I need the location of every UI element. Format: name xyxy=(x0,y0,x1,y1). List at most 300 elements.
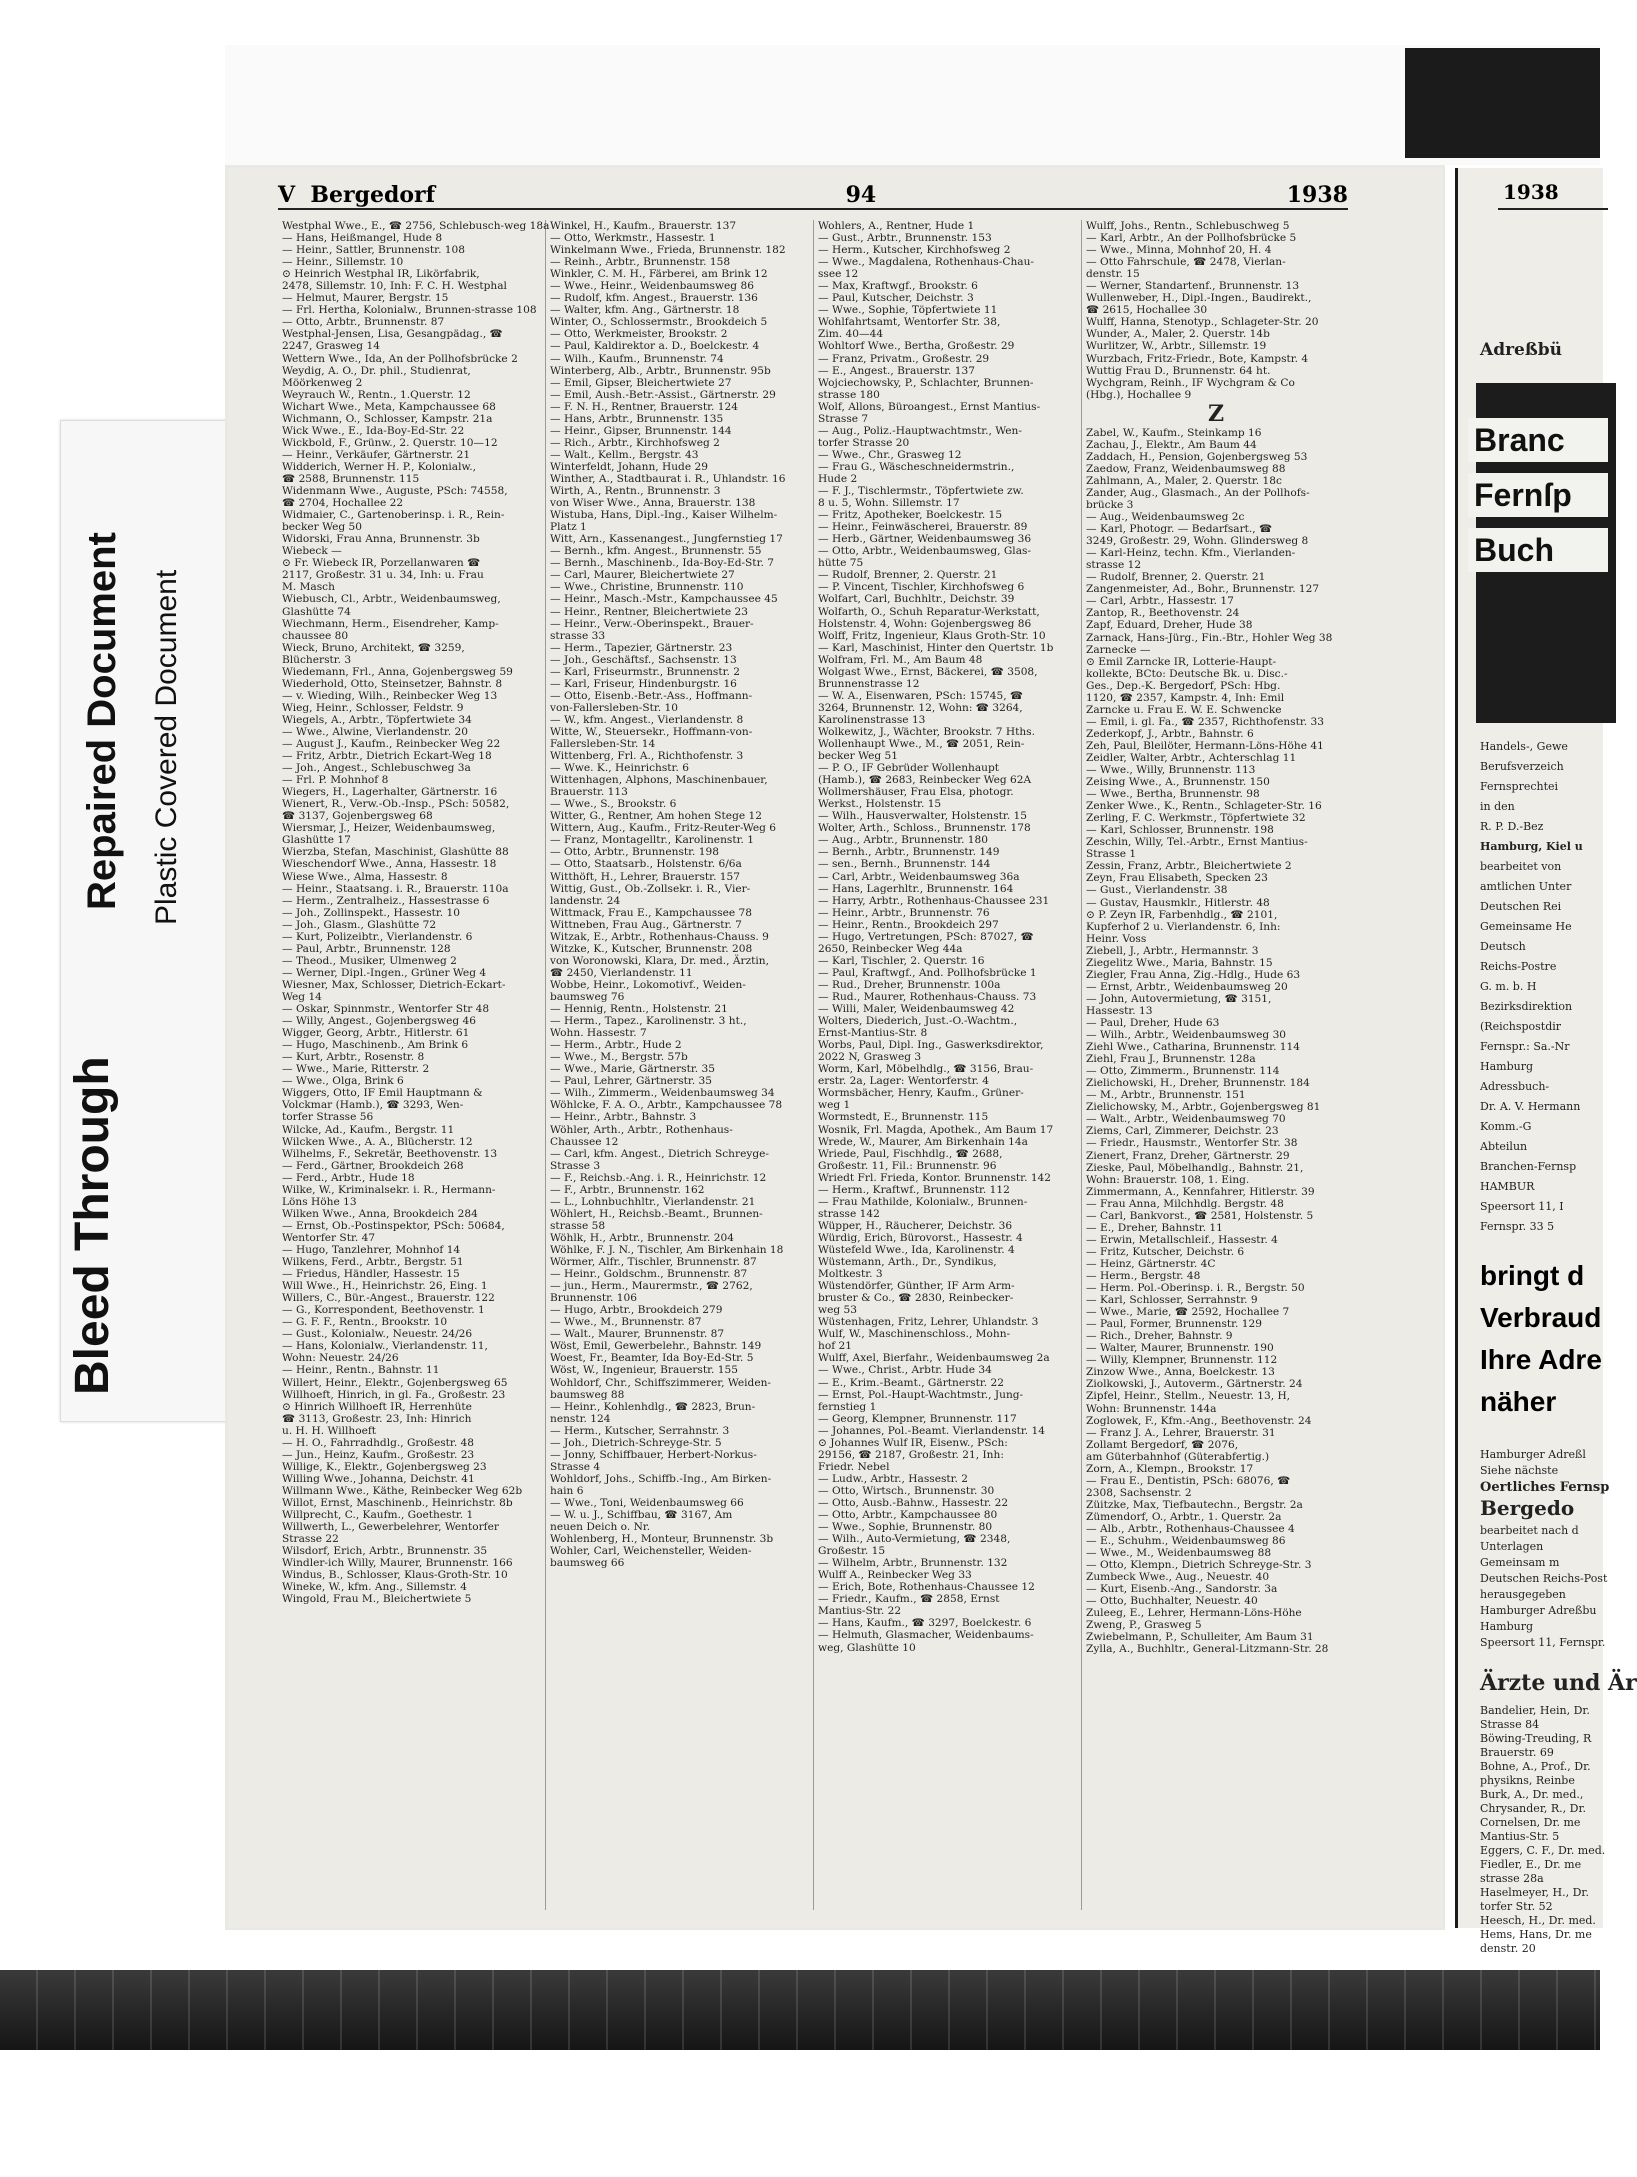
directory-entry: — Aug., Poliz.-Hauptwachtmstr., Wen- xyxy=(818,424,1022,437)
directory-entry: (Hamb.), ☎ 2683, Reinbecker Weg 62A xyxy=(818,774,1032,787)
directory-entry: Zabel, W., Kaufm., Steinkamp 16 xyxy=(1086,426,1262,439)
directory-entry: ☎ 2615, Hochallee 30 xyxy=(1086,304,1208,317)
directory-entry: Mantius-Str. 22 xyxy=(818,1605,902,1618)
directory-entry: Zumbeck Wwe., Aug., Neuestr. 40 xyxy=(1086,1571,1270,1584)
directory-entry: — Herm., Bergstr. 48 xyxy=(1086,1269,1201,1282)
directory-entry: — Bernh., kfm. Angest., Brunnenstr. 55 xyxy=(550,545,762,558)
directory-entry: Wohn: Neuestr. 24/26 xyxy=(282,1352,399,1365)
directory-entry: Wohn. Hassestr. 7 xyxy=(550,1027,647,1040)
directory-entry: — Herm., Kraftwf., Brunnenstr. 112 xyxy=(818,1183,1010,1196)
directory-entry: — Walter, Maurer, Brunnenstr. 190 xyxy=(1086,1342,1274,1355)
directory-entry: — Paul, Dreher, Hude 63 xyxy=(1086,1017,1220,1029)
directory-entry: — Heinr., Rentn., Brookdeich 297 xyxy=(818,918,999,931)
directory-entry: — Ernst, Arbtr., Weidenbaumsweg 20 xyxy=(1086,980,1288,993)
directory-entry: Worm, Karl, Möbelhdlg., ☎ 3156, Brau- xyxy=(818,1063,1034,1076)
directory-entry: Wineke, W., kfm. Ang., Sillemstr. 4 xyxy=(282,1581,468,1594)
directory-entry: Wullenweber, H., Dipl.-Ingen., Baudirekt., xyxy=(1086,292,1312,305)
directory-entry: strasse 12 xyxy=(1086,559,1142,572)
directory-entry: 2650, Reinbecker Weg 44a xyxy=(818,942,963,955)
directory-entry: 2308, Sachsenstr. 2 xyxy=(1086,1486,1192,1499)
adjacent-ad-line: Abteilun xyxy=(1480,1140,1528,1153)
directory-entry: Wiederhold, Otto, Steinsetzer, Bahnstr. 8 xyxy=(282,677,503,690)
directory-entry: Wilkens, Ferd., Arbtr., Bergstr. 51 xyxy=(282,1256,464,1269)
directory-entry: Willert, Heinr., Elektr., Gojenbergsweg 65 xyxy=(282,1376,508,1389)
directory-entry: — Otto, Arbtr., Brunnenstr. 87 xyxy=(282,316,445,329)
directory-entry: — Heinr., Arbtr., Brunnenstr. 76 xyxy=(818,906,990,919)
directory-entry: Woest, Fr., Beamter, Ida Boy-Ed-Str. 5 xyxy=(550,1352,754,1365)
directory-entry: Brunnenstrasse 12 xyxy=(818,677,920,690)
directory-entry: Willprecht, C., Kaufm., Goethestr. 1 xyxy=(282,1509,474,1522)
directory-entry: — Heinr., Arbtr., Bahnstr. 3 xyxy=(550,1111,697,1124)
directory-entry: denstr. 15 xyxy=(1086,268,1140,281)
directory-entry: Wurlitzer, W., Arbtr., Sillemstr. 19 xyxy=(1086,340,1267,353)
directory-entry: Wiersmar, J., Heizer, Weidenbaumsweg, xyxy=(282,822,496,835)
directory-entry: von-Fallersleben-Str. 10 xyxy=(550,701,678,714)
directory-column-4 xyxy=(1082,220,1350,1910)
directory-entry: fernstieg 1 xyxy=(818,1400,877,1413)
directory-entry: — Kurt, Eisenb.-Ang., Sandorstr. 3a xyxy=(1086,1583,1278,1596)
directory-entry: Holstenstr. 4, Wohn: Gojenbergsweg 86 xyxy=(818,617,1032,630)
directory-entry: weg, Glashütte 10 xyxy=(818,1641,916,1654)
directory-entry: Kupferhof 2 u. Vierlandenstr. 6, Inh: xyxy=(1086,920,1281,933)
directory-entry: Wohler, Carl, Weichensteller, Weiden- xyxy=(550,1545,752,1558)
directory-entry: — Franz, Privatm., Großestr. 29 xyxy=(818,352,990,365)
directory-entry: Wohltorf Wwe., Bertha, Großestr. 29 xyxy=(818,340,1015,353)
directory-entry: 3264, Brunnenstr. 12, Wohn: ☎ 3264, xyxy=(818,701,1023,714)
directory-entry: Winkel, H., Kaufm., Brauerstr. 137 xyxy=(550,220,737,232)
directory-entry: ssee 12 xyxy=(818,268,859,281)
directory-entry: Westphal-Jensen, Lisa, Gesangpädag., ☎ xyxy=(282,328,503,341)
directory-entry: Wrede, W., Maurer, Am Birkenhain 14a xyxy=(818,1135,1028,1148)
directory-entry: Widenmann Wwe., Auguste, PSch: 74558, xyxy=(282,485,508,498)
directory-entry: Willige, K., Elektr., Gojenbergsweg 23 xyxy=(282,1460,487,1473)
adjacent-ad-line: Speersort 11, Fernspr. xyxy=(1480,1636,1606,1649)
directory-entry: brücke 3 xyxy=(1086,498,1134,511)
adjacent-ad-line: Branchen-Fernsp xyxy=(1480,1160,1577,1173)
directory-entry: 3249, Großestr. 29, Wohn. Glindersweg 8 xyxy=(1086,535,1309,548)
directory-entry: Wöhlk, H., Arbtr., Brunnenstr. 204 xyxy=(550,1231,734,1244)
adjacent-section-heading: Ärzte und Är xyxy=(1480,1670,1637,1696)
directory-entry: Widorski, Frau Anna, Brunnenstr. 3b xyxy=(282,533,480,546)
directory-entry: Zylla, A., Buchhltr., General-Litzmann-Str. 28 xyxy=(1086,1643,1329,1656)
directory-entry: Strasse 22 xyxy=(282,1533,339,1546)
directory-entry: Wieg, Heinr., Schlosser, Feldstr. 9 xyxy=(282,701,464,714)
directory-entry: Zederkopf, J., Arbtr., Bahnstr. 6 xyxy=(1086,727,1254,740)
directory-entry: — Karl, Tischler, 2. Querstr. 16 xyxy=(818,954,985,967)
directory-entry: Fallersleben-Str. 14 xyxy=(550,738,656,751)
directory-entry: — Joh., Glasm., Glashütte 72 xyxy=(282,918,437,931)
directory-entry: — Erwin, Metallschleif., Hassestr. 4 xyxy=(1086,1233,1278,1246)
directory-entry: Zielichowsky, M., Arbtr., Gojenbergsweg 81 xyxy=(1086,1101,1321,1114)
directory-entry: Wriede, Paul, Fischhdlg., ☎ 2688, xyxy=(818,1147,1003,1160)
directory-entry: — Heinr., Sattler, Brunnenstr. 108 xyxy=(282,244,466,257)
directory-entry: — Otto, Arbtr., Weidenbaumsweg, Glas- xyxy=(818,545,1032,558)
directory-entry: Zantop, R., Beethovenstr. 24 xyxy=(1086,607,1240,620)
directory-entry: Wilsdorf, Erich, Arbtr., Brunnenstr. 35 xyxy=(282,1545,488,1558)
directory-entry: — Friedr., Hausmstr., Wentorfer Str. 38 xyxy=(1086,1137,1298,1150)
scan-background xyxy=(225,45,1600,165)
directory-entry: — Walt., Arbtr., Weidenbaumsweg 70 xyxy=(1086,1113,1286,1126)
adjacent-ad-line: R. P. D.-Bez xyxy=(1480,820,1544,833)
directory-entry: — Carl, Bankvorst., ☎ 2581, Holstenstr. 5 xyxy=(1086,1209,1314,1222)
adjacent-entry: Strasse 84 xyxy=(1480,1718,1540,1731)
directory-entry: — Rudolf, Brenner, 2. Querstr. 21 xyxy=(1086,571,1266,584)
directory-entry: strasse 180 xyxy=(818,388,880,401)
directory-entry: Ziehl, Frau J., Brunnenstr. 128a xyxy=(1086,1053,1256,1066)
directory-entry: Ges., Dep.-K. Bergedorf, PSch: Hbg. xyxy=(1086,679,1281,692)
directory-entry: — Wwe., M., Weidenbaumsweg 88 xyxy=(1086,1547,1272,1560)
directory-entry: u. H. H. Willhoeft xyxy=(282,1424,377,1437)
directory-entry: — L., Lohnbuchhltr., Vierlandenstr. 21 xyxy=(550,1195,756,1208)
directory-entry: — Wwe., Bertha, Brunnenstr. 98 xyxy=(1086,788,1260,801)
directory-entry: — Paul, Kraftwgf., And. Pollhofsbrücke 1 xyxy=(818,966,1037,979)
directory-entry: — Ludw., Arbtr., Hassestr. 2 xyxy=(818,1472,969,1485)
directory-entry: Wöhlke, F. J. N., Tischler, Am Birkenhain 18 xyxy=(550,1243,784,1256)
adjacent-ad-line: (Reichspostdir xyxy=(1480,1020,1562,1033)
directory-entry: — Otto, Arbtr., Brunnenstr. 198 xyxy=(550,846,719,859)
adjacent-ad-headline: Ihre Adre xyxy=(1480,1344,1602,1375)
directory-entry: chaussee 80 xyxy=(282,629,349,642)
directory-entry: hain 6 xyxy=(550,1484,584,1497)
directory-entry: Winkler, C. M. H., Färberei, am Brink 12 xyxy=(550,268,768,281)
directory-entry: — E., Krim.-Beamt., Gärtnerstr. 22 xyxy=(818,1376,1004,1389)
directory-entry: — Jun., Heinz, Kaufm., Großestr. 23 xyxy=(282,1448,475,1461)
directory-entry: von Woronowski, Klara, Dr. med., Ärztin, xyxy=(550,954,769,967)
directory-entry: — Harry, Arbtr., Rothenhaus-Chaussee 231 xyxy=(818,894,1050,907)
adjacent-entry: Eggers, C. F., Dr. med. xyxy=(1480,1844,1606,1857)
directory-entry: — Rud., Maurer, Rothenhaus-Chauss. 73 xyxy=(818,991,1037,1003)
adjacent-ad-headline: näher xyxy=(1480,1386,1557,1417)
directory-entry: Zangenmeister, Ad., Bohr., Brunnenstr. 127 xyxy=(1086,583,1320,596)
directory-entry: Wittneben, Frau Aug., Gärtnerstr. 7 xyxy=(550,918,742,931)
directory-entry: Brauerstr. 113 xyxy=(550,786,628,799)
directory-entry: Wittenberg, Frl. A., Richthofenstr. 3 xyxy=(550,750,744,763)
directory-entry: Würdig, Erich, Bürovorst., Hassestr. 4 xyxy=(818,1231,1023,1244)
directory-entry: Wiegels, A., Arbtr., Töpfertwiete 34 xyxy=(282,713,472,726)
directory-entry: — Otto, Werkmeister, Brookstr. 2 xyxy=(550,328,728,341)
directory-entry: strasse 142 xyxy=(818,1207,880,1220)
directory-entry: Blücherstr. 3 xyxy=(282,653,352,666)
directory-entry: baumsweg 88 xyxy=(550,1388,625,1401)
directory-entry: Wolkewitz, J., Wächter, Brookstr. 7 Hths. xyxy=(818,725,1035,738)
adjacent-ad-line: Deutsch xyxy=(1480,940,1526,953)
directory-entry: Wolgast Wwe., Ernst, Bäckerei, ☎ 3508, xyxy=(818,665,1038,678)
directory-entry: — Reinh., Arbtr., Brunnenstr. 158 xyxy=(550,256,731,269)
section-letter: Z xyxy=(1207,400,1225,427)
directory-entry: Wohlfahrtsamt, Wentorfer Str. 38, xyxy=(818,316,1001,329)
directory-entry: — Heinr., Staatsang. i. R., Brauerstr. 110a xyxy=(282,882,509,895)
adjacent-ad-line: Oertliches Fernsp xyxy=(1480,1480,1610,1495)
directory-entry: — Jonny, Schiffbauer, Herbert-Norkus- xyxy=(550,1448,757,1461)
directory-entry: — Wwe., Olga, Brink 6 xyxy=(282,1075,404,1088)
directory-entry: M. Masch xyxy=(282,581,335,594)
directory-entry: ⊙ Hinrich Willhoeft IR, Herrenhüte xyxy=(282,1400,472,1413)
directory-entry: Wistuba, Hans, Dipl.-Ing., Kaiser Wilhelm- xyxy=(550,509,778,522)
adjacent-entry: denstr. 20 xyxy=(1480,1942,1536,1955)
directory-entry: — Wwe., M., Brunnenstr. 87 xyxy=(550,1316,702,1329)
directory-entry: Wohldorf, Johs., Schiffb.-Ing., Am Birken- xyxy=(550,1472,772,1485)
directory-entry: (Hbg.), Hochallee 9 xyxy=(1086,388,1192,401)
directory-entry: Wirth, A., Rentn., Brunnenstr. 3 xyxy=(550,485,721,498)
directory-entry: Wiechmann, Herm., Eisendreher, Kamp- xyxy=(282,617,499,630)
directory-entry: ⊙ P. Zeyn IR, Farbenhdlg., ☎ 2101, xyxy=(1086,908,1278,921)
directory-entry: — Heinr., Verw.-Oberinspekt., Brauer- xyxy=(550,617,754,630)
adjacent-entry: Bohne, A., Prof., Dr. xyxy=(1480,1760,1591,1773)
directory-entry: baumsweg 76 xyxy=(550,991,625,1003)
directory-entry: 29156, ☎ 2187, Großestr. 21, Inh: xyxy=(818,1448,1004,1461)
directory-entry: — Wwe., Marie, Gärtnerstr. 35 xyxy=(550,1063,715,1076)
directory-entry: — Karl, Arbtr., An der Pollhofsbrücke 5 xyxy=(1086,232,1297,245)
directory-entry: neuen Deich o. Nr. xyxy=(550,1521,651,1534)
directory-entry: — Karl, Photogr. — Bedarfsart., ☎ xyxy=(1086,523,1273,536)
adjacent-entry: Cornelsen, Dr. me xyxy=(1480,1816,1581,1829)
directory-entry: — Franz, Montagelltr., Karolinenstr. 1 xyxy=(550,834,754,847)
directory-entry: Witzke, K., Kutscher, Brunnenstr. 208 xyxy=(550,942,753,955)
directory-entry: — Fritz, Apotheker, Boelckestr. 15 xyxy=(818,509,1003,522)
directory-entry: — F., Arbtr., Brunnenstr. 162 xyxy=(550,1183,705,1196)
directory-entry: Großestr. 15 xyxy=(818,1545,886,1558)
directory-entry: Wohldorf, Chr., Schiffszimmerer, Weiden- xyxy=(550,1376,771,1389)
directory-entry: Willhoeft, Hinrich, in gl. Fa., Großestr. 23 xyxy=(282,1388,506,1401)
directory-entry: — F. J., Tischlermstr., Töpfertwiete zw. xyxy=(818,485,1024,498)
directory-entry: ☎ 2704, Hochallee 22 xyxy=(282,497,404,510)
directory-entry: — Hugo, Arbtr., Brookdeich 279 xyxy=(550,1304,723,1317)
directory-entry: nenstr. 124 xyxy=(550,1412,611,1425)
directory-entry: — Rudolf, kfm. Angest., Brauerstr. 136 xyxy=(550,292,758,305)
directory-entry: — Otto, Zimmerm., Brunnenstr. 114 xyxy=(1086,1065,1280,1078)
directory-entry: — Otto, Werkmstr., Hassestr. 1 xyxy=(550,232,716,245)
directory-entry: — Rudolf, Brenner, 2. Querstr. 21 xyxy=(818,569,998,582)
directory-entry: Wuttig Frau D., Brunnenstr. 64 ht. xyxy=(1086,364,1271,377)
directory-entry: — Hans, Kaufm., ☎ 3297, Boelckestr. 6 xyxy=(818,1617,1032,1630)
directory-entry: ⊙ Johannes Wulf IR, Eisenw., PSch: xyxy=(818,1436,1008,1449)
directory-entry: Wittenhagen, Alphons, Maschinenbauer, xyxy=(550,774,768,787)
directory-entry: — F., Reichsb.-Ang. i. R., Heinrichstr. 12 xyxy=(550,1171,767,1184)
directory-entry: Willers, C., Bür.-Angest., Brauerstr. 122 xyxy=(282,1292,495,1305)
directory-entry: Ernst-Mantius-Str. 8 xyxy=(818,1027,928,1040)
directory-entry: — Wilh., Kaufm., Brunnenstr. 74 xyxy=(550,352,724,365)
directory-entry: — Paul, Kaldirektor a. D., Boelckestr. 4 xyxy=(550,340,760,353)
directory-entry: — Herb., Gärtner, Weidenbaumsweg 36 xyxy=(818,533,1032,546)
directory-entry: Wöst, W., Ingenieur, Brauerstr. 155 xyxy=(550,1364,738,1377)
directory-entry: — Wwe., Chr., Grasweg 12 xyxy=(818,448,962,461)
adjacent-ad-line: Hamburg xyxy=(1480,1060,1534,1073)
adjacent-ad-line: Fernspr.: Sa.-Nr xyxy=(1480,1040,1570,1053)
directory-entry: — Heinr., Sillemstr. 10 xyxy=(282,256,404,269)
ad-title: Adreßbü xyxy=(1480,340,1563,360)
directory-entry: Zweng, P., Grasweg 5 xyxy=(1086,1619,1202,1632)
directory-entry: Volckmar (Hamb.), ☎ 3293, Wen- xyxy=(282,1099,464,1112)
directory-entry: Zeh, Paul, Bleilöter, Hermann-Löns-Höhe 41 xyxy=(1086,739,1324,752)
adjacent-ad-line: Berufsverzeich xyxy=(1480,760,1564,773)
directory-entry: — Carl, Arbtr., Hassestr. 17 xyxy=(1086,595,1234,608)
adjacent-ad-line: Gemeinsam m xyxy=(1480,1556,1560,1569)
directory-entry: Wulff, Hanna, Stenotyp., Schlageter-Str. 20 xyxy=(1086,316,1319,329)
adjacent-page-rule xyxy=(1498,208,1608,210)
directory-entry: — Emil, i. gl. Fa., ☎ 2357, Richthofenstr. 33 xyxy=(1086,715,1324,728)
directory-entry: — M., Arbtr., Brunnenstr. 151 xyxy=(1086,1089,1246,1102)
adjacent-ad-line: Hamburger Adreßl xyxy=(1480,1448,1586,1461)
directory-entry: 2022 N, Grasweg 3 xyxy=(818,1051,922,1064)
ad-word-1: Branc xyxy=(1468,418,1608,462)
directory-entry: — Emil, Aush.-Betr.-Assist., Gärtnerstr. 29 xyxy=(550,388,776,401)
directory-entry: Zim. 40—44 xyxy=(818,328,884,341)
directory-entry: Platz 1 xyxy=(550,521,587,534)
directory-entry: — Wwe., Magdalena, Rothenhaus-Chau- xyxy=(818,256,1035,269)
directory-entry: — Otto, Arbtr., Kampchaussee 80 xyxy=(818,1509,998,1522)
directory-entry: — E., Angest., Brauerstr. 137 xyxy=(818,364,975,377)
directory-entry: — Wilh., Hausverwalter, Holstenstr. 15 xyxy=(818,810,1028,823)
directory-entry: — Fritz, Arbtr., Dietrich Eckart-Weg 18 xyxy=(282,750,492,763)
directory-entry: Worbs, Paul, Dipl. Ing., Gaswerksdirektor, xyxy=(818,1039,1044,1052)
directory-entry: Hude 2 xyxy=(818,472,858,485)
header-left xyxy=(278,182,435,208)
directory-entry: — P. O., IF Gebrüder Wollenhaupt xyxy=(818,762,1000,775)
directory-entry: Zarncke u. Frau E. W. E. Schwencke xyxy=(1086,703,1282,716)
directory-entry: Brunnenstr. 106 xyxy=(550,1292,637,1305)
directory-entry: — Karl-Heinz, techn. Kfm., Vierlanden- xyxy=(1086,547,1296,560)
directory-entry: — Hugo, Maschinenb., Am Brink 6 xyxy=(282,1039,469,1052)
directory-entry: — Werner, Standartenf., Brunnenstr. 13 xyxy=(1086,280,1300,293)
adjacent-entry: Heesch, H., Dr. med. xyxy=(1480,1914,1596,1927)
directory-entry: — Helmuth, Glasmacher, Weidenbaums- xyxy=(818,1629,1034,1642)
directory-entry: — Carl, kfm. Angest., Dietrich Schreyge- xyxy=(550,1147,769,1160)
directory-entry: Wilke, W., Kriminalsekr. i. R., Hermann- xyxy=(282,1183,496,1196)
directory-entry: — G., Korrespondent, Beethovenstr. 1 xyxy=(282,1304,485,1317)
directory-entry: — Karl, Friseurmstr., Brunnenstr. 2 xyxy=(550,665,740,678)
adjacent-ad-line: HAMBUR xyxy=(1480,1180,1535,1193)
page-header xyxy=(278,168,1348,210)
directory-entry: — Karl, Schlosser, Brunnenstr. 198 xyxy=(1086,824,1274,837)
directory-entry: Westphal Wwe., E., ☎ 2756, Schlebusch-weg 18a xyxy=(282,220,550,232)
directory-entry: Löns Höhe 13 xyxy=(282,1195,357,1208)
page-year: 1938 xyxy=(1286,182,1348,208)
adjacent-ad-line: bearbeitet von xyxy=(1480,860,1562,873)
directory-entry: Zaddach, H., Pension, Gojenbergsweg 53 xyxy=(1086,450,1308,463)
directory-entry: Wilhelms, F., Sekretär, Beethovenstr. 13 xyxy=(282,1147,498,1160)
directory-entry: Wüstenhagen, Fritz, Lehrer, Uhlandstr. 3 xyxy=(818,1316,1039,1329)
directory-entry: — Wwe., S., Brookstr. 6 xyxy=(550,798,677,811)
directory-entry: Wilcke, Ad., Kaufm., Bergstr. 11 xyxy=(282,1123,455,1136)
directory-entry: Wüstendörfer, Günther, IF Arm Arm- xyxy=(818,1280,1015,1293)
directory-entry: Willwerth, L., Gewerbelehrer, Wentorfer xyxy=(282,1521,499,1534)
directory-entry: Wichart Wwe., Meta, Kampchaussee 68 xyxy=(282,400,496,413)
directory-entry: Winkelmann Wwe., Frieda, Brunnenstr. 182 xyxy=(550,244,786,257)
directory-entry: — Helmut, Maurer, Bergstr. 15 xyxy=(282,292,449,305)
directory-entry: — Wwe., Marie, Ritterstr. 2 xyxy=(282,1063,430,1076)
directory-entry: Wigger, Georg, Arbtr., Hitlerstr. 61 xyxy=(282,1027,470,1040)
directory-entry: Zipfel, Heinr., Stellm., Neuestr. 13, H, xyxy=(1086,1390,1291,1403)
directory-entry: Wieschendorf Wwe., Anna, Hassestr. 18 xyxy=(282,858,497,871)
directory-entry: ☎ 2588, Brunnenstr. 115 xyxy=(282,472,420,485)
directory-entry: Wilken Wwe., Anna, Brookdeich 284 xyxy=(282,1207,478,1220)
directory-entry: — Otto, Staatsarb., Holstenstr. 6/6a xyxy=(550,858,742,871)
directory-column-3 xyxy=(814,220,1082,1910)
directory-entry: — August J., Kaufm., Reinbecker Weg 22 xyxy=(282,738,501,751)
adjacent-ad-headline: bringt d xyxy=(1480,1260,1585,1291)
directory-entry: — Franz J. A., Lehrer, Brauerstr. 31 xyxy=(1086,1426,1276,1439)
directory-entry: — Otto, Eisenb.-Betr.-Ass., Hoffmann- xyxy=(550,689,753,702)
directory-entry: — Carl, Maurer, Bleichertwiete 27 xyxy=(550,569,735,582)
directory-entry: — Wwe., Minna, Mohnhof 20, H. 4 xyxy=(1086,244,1272,257)
directory-entry: Zeising Wwe., A., Brunnenstr. 150 xyxy=(1086,776,1270,789)
directory-entry: Karolinenstrasse 13 xyxy=(818,713,926,726)
directory-entry: erstr. 2a, Lager: Wentorferstr. 4 xyxy=(818,1075,989,1088)
directory-entry: Wiebusch, Cl., Arbtr., Weidenbaumsweg, xyxy=(282,593,501,606)
directory-entry: — Karl, Maschinist, Hinter den Quertstr. 1b xyxy=(818,641,1054,654)
directory-entry: baumsweg 66 xyxy=(550,1557,625,1570)
directory-entry: Wick Wwe., E., Ida-Boy-Ed-Str. 22 xyxy=(282,424,465,437)
directory-entry: — Heinz, Gärtnerstr. 4C xyxy=(1086,1257,1216,1270)
directory-entry: Chaussee 12 xyxy=(550,1135,619,1148)
directory-entry: — Wwe. K., Heinrichstr. 6 xyxy=(550,762,689,775)
directory-entry: Willing Wwe., Johanna, Deichstr. 41 xyxy=(282,1472,475,1485)
directory-entry: Zielichowski, H., Dreher, Brunnenstr. 184 xyxy=(1086,1077,1310,1090)
adjacent-ad-line: Hamburg, Kiel u xyxy=(1480,840,1583,853)
directory-entry: Wiegers, H., Lagerhalter, Gärtnerstr. 16 xyxy=(282,786,498,799)
directory-entry: Winther, A., Stadtbaurat i. R., Uhlandstr. 16 xyxy=(550,472,786,485)
adjacent-ad-line: Adressbuch- xyxy=(1480,1080,1550,1093)
directory-entry: Wingold, Frau M., Bleichertwiete 5 xyxy=(282,1593,472,1606)
adjacent-ad-headline: Verbraud xyxy=(1480,1302,1602,1333)
directory-entry: Wittern, Aug., Kaufm., Fritz-Reuter-Weg 6 xyxy=(550,822,777,835)
directory-entry: — Gust., Vierlandenstr. 38 xyxy=(1086,884,1228,897)
adjacent-entry: torfer Str. 52 xyxy=(1480,1900,1553,1913)
directory-entry: Zeyn, Frau Elisabeth, Specken 23 xyxy=(1086,872,1268,885)
directory-entry: Windler-ich Willy, Maurer, Brunnenstr. 166 xyxy=(282,1557,513,1570)
directory-entry: — Wwe., Toni, Weidenbaumsweg 66 xyxy=(550,1496,744,1509)
directory-entry: Zapf, Eduard, Dreher, Hude 38 xyxy=(1086,619,1253,632)
repaired-document-label: Repaired Document xyxy=(80,532,124,910)
directory-entry: — Walt., Maurer, Brunnenstr. 87 xyxy=(550,1328,725,1341)
directory-entry: Wiebeck — xyxy=(282,545,342,558)
directory-entry: Windus, B., Schlosser, Klaus-Groth-Str. 10 xyxy=(282,1569,508,1582)
directory-entry: Wychgram, Reinh., IF Wychgram & Co xyxy=(1086,376,1295,389)
adjacent-entry: Mantius-Str. 5 xyxy=(1480,1830,1560,1843)
directory-entry: — W., kfm. Angest., Vierlandenstr. 8 xyxy=(550,713,744,726)
directory-entry: — Paul, Lehrer, Gärtnerstr. 35 xyxy=(550,1075,713,1088)
directory-entry: — H. O., Fahrradhdlg., Großestr. 48 xyxy=(282,1436,475,1449)
adjacent-ad-line: Komm.-G xyxy=(1480,1120,1532,1133)
directory-entry: — Paul, Kutscher, Deichstr. 3 xyxy=(818,292,974,305)
directory-entry: — Herm., Tapezier, Gärtnerstr. 23 xyxy=(550,641,733,654)
adjacent-page xyxy=(1455,168,1637,1955)
directory-entry: Willot, Ernst, Maschinenb., Heinrichstr. 8b xyxy=(282,1496,513,1509)
directory-entry: — John, Autovermietung, ☎ 3151, xyxy=(1086,992,1272,1005)
directory-entry: — Willy, Klempner, Brunnenstr. 112 xyxy=(1086,1354,1278,1367)
directory-entry: Witt, Arn., Kassenangest., Jungfernstieg 17 xyxy=(550,533,783,546)
directory-entry: — Theod., Musiker, Ulmenweg 2 xyxy=(282,954,457,967)
directory-entry: — Erich, Bote, Rothenhaus-Chaussee 12 xyxy=(818,1581,1035,1594)
directory-entry: — Otto, Wirtsch., Brunnenstr. 30 xyxy=(818,1484,995,1497)
section-marker: V xyxy=(278,182,296,208)
directory-entry: Winterberg, Alb., Arbtr., Brunnenstr. 95b xyxy=(550,364,771,377)
adjacent-ad-line: Hamburg xyxy=(1480,1620,1534,1633)
adjacent-ad-line: bearbeitet nach d xyxy=(1480,1524,1579,1537)
directory-entry: — Otto, Ausb.-Bahnw., Hassestr. 22 xyxy=(818,1496,1009,1509)
directory-entry: Werkst., Holstenstr. 15 xyxy=(818,798,942,811)
directory-entry: — Wwe., M., Bergstr. 57b xyxy=(550,1051,688,1064)
directory-entry: Züitzke, Max, Tiefbautechn., Bergstr. 2a xyxy=(1086,1498,1303,1511)
directory-entry: Wettern Wwe., Ida, An der Pollhofsbrücke 2 xyxy=(282,352,518,365)
directory-entry: Friedr. Nebel xyxy=(818,1460,890,1473)
directory-entry: — Hennig, Rentn., Holstenstr. 21 xyxy=(550,1003,728,1016)
directory-entry: Wunder, A., Maler, 2. Querstr. 14b xyxy=(1086,328,1270,341)
directory-entry: Wurzbach, Fritz-Friedr., Bote, Kampstr. 4 xyxy=(1086,352,1309,365)
directory-entry: Winter, O., Schlossermstr., Brookdeich 5 xyxy=(550,316,768,329)
directory-entry: — Joh., Zollinspekt., Hassestr. 10 xyxy=(282,906,461,919)
directory-entry: Zeidler, Walter, Arbtr., Achterschlag 11 xyxy=(1086,751,1297,764)
